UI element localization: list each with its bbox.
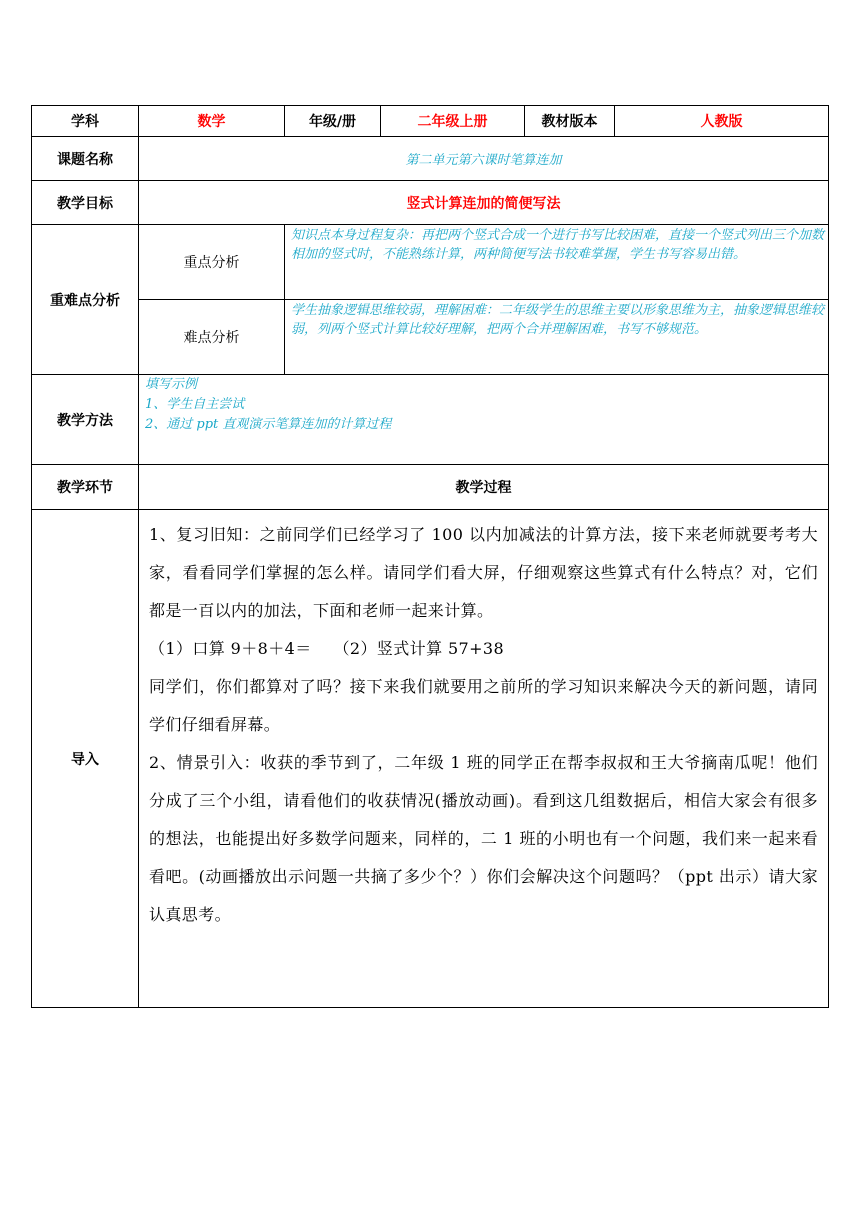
objective-label: 教学目标: [32, 181, 139, 225]
intro-content: [139, 510, 829, 1008]
topic-label: 课题名称: [32, 137, 139, 181]
difficulty-label: 重难点分析: [32, 225, 139, 375]
grade-value: 二年级上册: [381, 106, 525, 137]
hard-point-label: 难点分析: [139, 300, 285, 375]
key-point-row: [32, 225, 829, 300]
intro-paragraph: （1）口算 9＋8＋4＝ （2）竖式计算 57+38: [149, 639, 505, 658]
method-line: 填写示例: [145, 377, 198, 392]
intro-paragraph: 1、复习旧知：之前同学们已经学习了 100 以内加减法的计算方法，接下来老师就要考考大家，看看同学们掌握的怎么样。请同学们看大屏，仔细观察这些算式有什么特点？对，它们都是一百以内的加法，下面和老师一起来计算。: [149, 525, 818, 620]
intro-row: [32, 510, 829, 1008]
edition-label: 教材版本: [525, 106, 615, 137]
method-content: [139, 375, 829, 465]
process-header-row: [32, 465, 829, 510]
topic-value: 第二单元第六课时笔算连加: [139, 137, 829, 181]
method-line: 1、学生自主尝试: [145, 397, 245, 412]
subject-value: 数学: [139, 106, 285, 137]
method-row: [32, 375, 829, 465]
hard-point-row: [32, 300, 829, 375]
lesson-plan-table: [31, 105, 829, 1008]
objective-value: 竖式计算连加的简便写法: [139, 181, 829, 225]
process-header: 教学过程: [139, 465, 829, 510]
edition-value: 人教版: [615, 106, 829, 137]
intro-label: 导入: [32, 510, 139, 1008]
header-row: [32, 106, 829, 137]
method-line: 2、通过 ppt 直观演示笔算连加的计算过程: [145, 417, 392, 432]
hard-point-text: 学生抽象逻辑思维较弱，理解困难：二年级学生的思维主要以形象思维为主，抽象逻辑思维较弱，列两个竖式计算比较好理解，把两个合并理解困难，书写不够规范。: [285, 300, 829, 375]
objective-row: [32, 181, 829, 225]
grade-label: 年级/册: [285, 106, 381, 137]
topic-row: [32, 137, 829, 181]
intro-paragraph: 同学们，你们都算对了吗？接下来我们就要用之前所的学习知识来解决今天的新问题，请同学们仔细看屏幕。: [149, 677, 818, 734]
subject-label: 学科: [32, 106, 139, 137]
key-point-text: 知识点本身过程复杂：再把两个竖式合成一个进行书写比较困难，直接一个竖式列出三个加数相加的竖式时，不能熟练计算，两种简便写法书较难掌握，学生书写容易出错。: [285, 225, 829, 300]
stage-label: 教学环节: [32, 465, 139, 510]
key-point-label: 重点分析: [139, 225, 285, 300]
intro-paragraph: 2、情景引入：收获的季节到了，二年级 1 班的同学正在帮李叔叔和王大爷摘南瓜呢！他们分成了三个小组，请看他们的收获情况(播放动画)。看到这几组数据后，相信大家会有很多的想法，也能提出好多数学问题来，同样的，二 1 班的小明也有一个问题，我们来一起来看看吧。(动画播放出示问题一共摘了多少个？）你们会解决这个问题吗？（ppt 出示）请大家认真思考。: [149, 753, 818, 924]
method-label: 教学方法: [32, 375, 139, 465]
